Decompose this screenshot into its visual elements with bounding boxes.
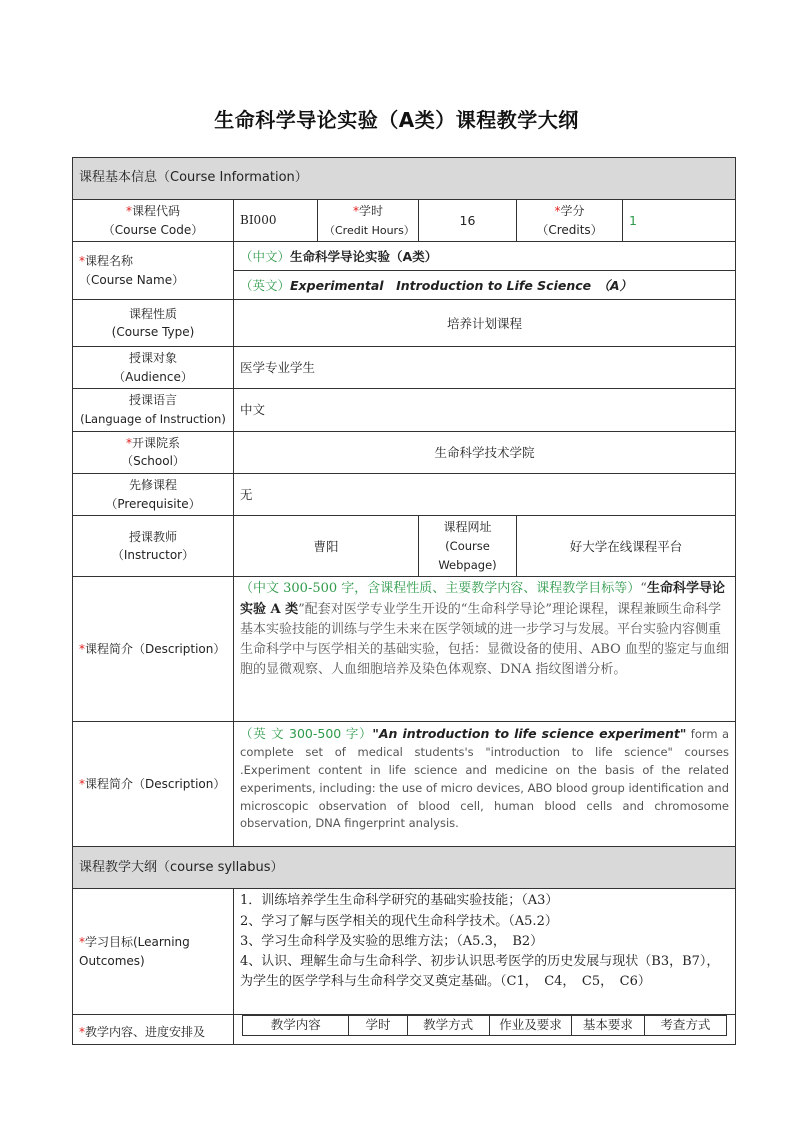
section-title: 课程教学大纲（course syllabus） [73, 847, 736, 889]
hours-value: 16 [419, 200, 517, 242]
hours-label: *学时 （Credit Hours） [318, 200, 419, 242]
course-name-en: （英文）Experimental Introduction to Life Science （A） [234, 271, 736, 300]
schedule-header: 考查方式 [644, 1016, 726, 1035]
webpage-label: 课程网址 (Course Webpage) [419, 516, 517, 577]
outcomes-label: *学习目标(Learning Outcomes) [73, 889, 234, 1015]
prerequisite-value: 无 [234, 473, 736, 515]
course-code-value: BI000 [234, 200, 318, 242]
course-type-value: 培养计划课程 [234, 300, 736, 347]
row-instructor [73, 516, 736, 577]
instructor-label: 授课教师 （Instructor） [73, 516, 234, 577]
audience-value: 医学专业学生 [234, 347, 736, 389]
row-outcomes [73, 889, 736, 1015]
outcome-item: 3、学习生命科学及实验的思维方法；（A5.3， B2） [240, 933, 544, 949]
row-prerequisite [73, 473, 736, 515]
description-zh-label: *课程简介（Description） [73, 577, 234, 722]
description-en-text: （英 文 300-500 字）"An introduction to life science experiment" form a complete set of medical students's "introduction to life science" courses .Experiment content in life science and medicine on the basis of the related experiments, including: the use of micro devices, ABO blood group identification and microscopic observation of blood cell, human blood cells and chromosome observation, DNA fingerprint analysis. [234, 722, 736, 847]
outcome-item: 1．训练培养学生生命科学研究的基础实验技能；（A3） [240, 893, 559, 909]
row-code-hours-credits [73, 200, 736, 242]
row-description-zh [73, 577, 736, 722]
audience-label: 授课对象 （Audience） [73, 347, 234, 389]
course-code-label: *课程代码 （Course Code） [73, 200, 234, 242]
schedule-header: 教学方式 [407, 1016, 489, 1035]
description-en-label: *课程简介（Description） [73, 722, 234, 847]
row-description-en [73, 722, 736, 847]
schedule-label: *教学内容、进度安排及 [73, 1015, 234, 1045]
section-course-information [73, 158, 736, 200]
credits-value: 1 [623, 200, 736, 242]
schedule-header: 基本要求 [572, 1016, 645, 1035]
row-language [73, 389, 736, 431]
required-mark: * [125, 204, 132, 218]
course-info-table [72, 157, 736, 1045]
instructor-value: 曹阳 [234, 516, 419, 577]
schedule-header-row [243, 1016, 727, 1035]
webpage-value: 好大学在线课程平台 [517, 516, 736, 577]
language-label: 授课语言 (Language of Instruction) [73, 389, 234, 431]
course-name-label: *课程名称 （Course Name） [73, 242, 234, 300]
schedule-cell [234, 1015, 736, 1045]
section-title: 课程基本信息（Course Information） [73, 158, 736, 200]
prerequisite-label: 先修课程 （Prerequisite） [73, 473, 234, 515]
schedule-header: 作业及要求 [489, 1016, 571, 1035]
section-course-syllabus [73, 847, 736, 889]
outcome-item: 4、认识、理解生命与生命科学、初步认识思考医学的历史发展与现状（B3，B7），为学生的医学学科与生命科学交叉奠定基础。（C1， C4， C5， C6） [240, 953, 720, 989]
language-value: 中文 [234, 389, 736, 431]
course-name-zh: （中文）生命科学导论实验（A类） [234, 242, 736, 271]
school-label: *开课院系 （School） [73, 431, 234, 473]
row-course-name-zh [73, 242, 736, 271]
row-audience [73, 347, 736, 389]
row-course-type [73, 300, 736, 347]
row-school [73, 431, 736, 473]
row-schedule [73, 1015, 736, 1045]
credits-label: *学分 （Credits） [517, 200, 623, 242]
outcome-item: 2、学习了解与医学相关的现代生命科学技术。（A5.2） [240, 913, 558, 929]
schedule-header: 学时 [349, 1016, 407, 1035]
schedule-table [242, 1015, 727, 1035]
outcomes-list [234, 889, 736, 1015]
page-title: 生命科学导论实验（A类）课程教学大纲 [214, 108, 579, 132]
school-value: 生命科学技术学院 [234, 431, 736, 473]
schedule-header: 教学内容 [243, 1016, 349, 1035]
description-zh-text: （中文 300-500 字，含课程性质、主要教学内容、课程教学目标等）“生命科学导论实验 A 类”配套对医学专业学生开设的“生命科学导论”理论课程，课程兼顾生命科学基本实验技能的训练与学生未来在医学领域的进一步学习与发展。平台实验内容侧重生命科学中与医学相关的基础实验，包括：显微设备的使用、ABO 血型的鉴定与血细胞的显微观察、人血细胞培养及染色体观察、DNA 指纹图谱分析。 [234, 577, 736, 722]
course-type-label: 课程性质 (Course Type) [73, 300, 234, 347]
